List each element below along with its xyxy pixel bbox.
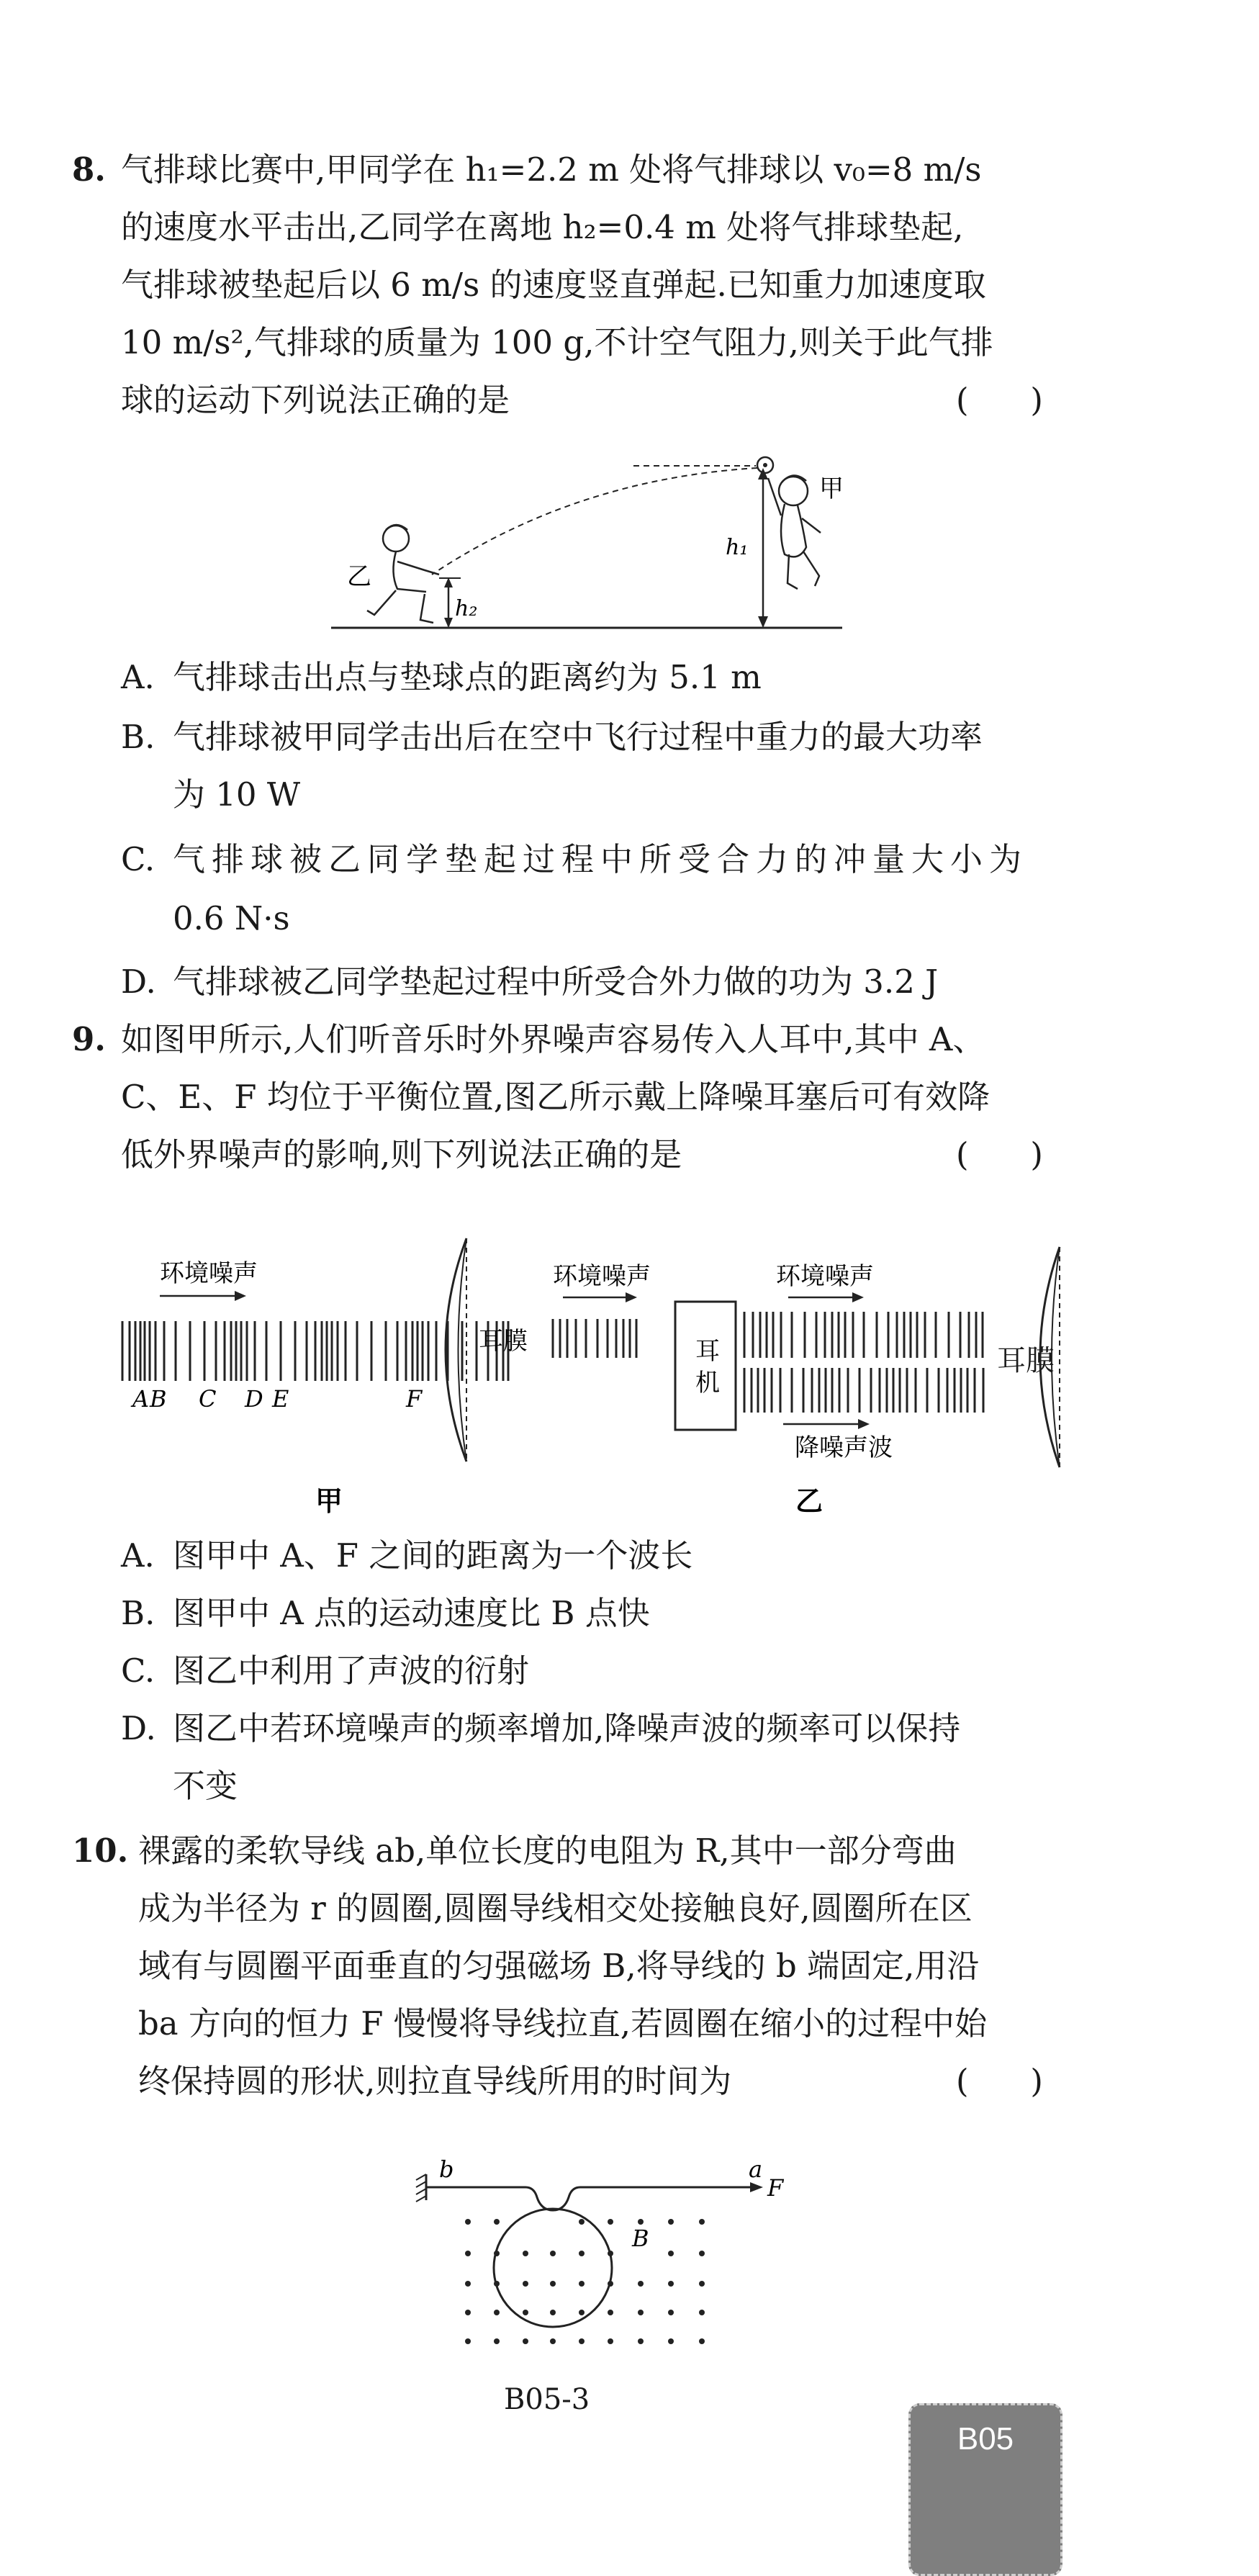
section-tab-label: B05: [957, 2421, 1014, 2456]
point-D: D: [245, 1385, 263, 1413]
h2-label: h₂: [455, 596, 478, 621]
question-8-line-1: 气排球比赛中,甲同学在 h₁=2.2 m 处将气排球以 v₀=8 m/s: [121, 150, 982, 189]
fig-b-anti-noise-label: 降噪声波: [795, 1433, 893, 1462]
question-9-number: 9.: [72, 1020, 106, 1058]
point-C: C: [199, 1385, 217, 1413]
person-a-label: 甲: [819, 474, 844, 503]
fig-a-eardrum-label: 耳膜: [479, 1327, 528, 1356]
question-8-option-c-letter: C.: [121, 840, 155, 878]
question-9-figure: [115, 1195, 1080, 1534]
question-10-line-4: ba 方向的恒力 F 慢慢将导线拉直,若圆圈在缩小的过程中始: [138, 2004, 988, 2043]
question-8-option-a-letter: A.: [121, 658, 155, 696]
question-9-line-2: C、E、F 均位于平衡位置,图乙所示戴上降噪耳塞后可有效降: [121, 1078, 990, 1116]
question-9-option-d-text-1: 图乙中若环境噪声的频率增加,降噪声波的频率可以保持: [173, 1709, 961, 1747]
person-b-label: 乙: [347, 562, 371, 591]
h1-label: h₁: [726, 535, 749, 560]
point-F: F: [406, 1385, 423, 1413]
earphone-label-2: 机: [695, 1369, 720, 1397]
question-8-line-5: 球的运动下列说法正确的是: [121, 381, 510, 419]
question-8-line-3: 气排球被垫起后以 6 m/s 的速度竖直弹起.已知重力加速度取: [121, 266, 986, 304]
question-9-option-c-text: 图乙中利用了声波的衍射: [173, 1652, 530, 1690]
page-number: B05-3: [504, 2383, 590, 2416]
section-tab: [908, 2403, 1062, 2576]
question-10-answer-blank: ( ): [956, 2062, 1043, 2100]
fig-b-caption: 乙: [795, 1485, 823, 1517]
question-10-line-5: 终保持圆的形状,则拉直导线所用的时间为: [138, 2062, 732, 2100]
question-9-option-d-text-2: 不变: [173, 1767, 238, 1805]
point-B: B: [150, 1385, 167, 1413]
question-8-option-b-text-2: 为 10 W: [173, 775, 301, 814]
fig-a-wave-lines: [122, 1321, 508, 1381]
force-F-label: F: [767, 2174, 784, 2202]
question-10-figure: [410, 2153, 813, 2369]
question-9-option-c-letter: C.: [121, 1652, 155, 1690]
question-8-option-a-text: 气排球击出点与垫球点的距离约为 5.1 m: [173, 658, 762, 696]
question-9-option-a-letter: A.: [121, 1536, 155, 1575]
question-9-option-a-text: 图甲中 A、F 之间的距离为一个波长: [173, 1536, 693, 1575]
fig-b-wave-bottom: [744, 1368, 983, 1413]
question-8-figure: [317, 446, 864, 641]
field-B-label: B: [632, 2225, 649, 2252]
question-8-option-d-letter: D.: [121, 963, 156, 1001]
person-b-figure: [367, 525, 439, 623]
question-8-number: 8.: [72, 150, 106, 189]
question-9-line-3: 低外界噪声的影响,则下列说法正确的是: [121, 1135, 682, 1174]
question-8-option-b-text-1: 气排球被甲同学击出后在空中飞行过程中重力的最大功率: [173, 718, 983, 756]
point-E: E: [272, 1385, 289, 1413]
fig-b-noise-label-1: 环境噪声: [553, 1262, 651, 1291]
question-8-line-2: 的速度水平击出,乙同学在离地 h₂=0.4 m 处将气排球垫起,: [121, 208, 964, 246]
fig-a-caption: 甲: [315, 1485, 343, 1517]
question-8-option-c-text-1: 气排球被乙同学垫起过程中所受合力的冲量大小为: [173, 840, 1029, 878]
question-10-line-3: 域有与圆圈平面垂直的匀强磁场 B,将导线的 b 端固定,用沿: [138, 1947, 980, 1985]
question-8-option-c-text-2: 0.6 N·s: [173, 899, 290, 937]
person-a-figure: [768, 475, 821, 589]
earphone-label-1: 耳: [695, 1337, 720, 1366]
question-9-option-d-letter: D.: [121, 1709, 156, 1747]
point-A: A: [132, 1385, 150, 1413]
question-8-option-d-text: 气排球被乙同学垫起过程中所受合外力做的功为 3.2 J: [173, 963, 939, 1001]
fig-b-wave-top: [744, 1312, 983, 1358]
question-8-line-4: 10 m/s²,气排球的质量为 100 g,不计空气阻力,则关于此气排: [121, 323, 993, 361]
fig-b-noise-label-2: 环境噪声: [776, 1262, 874, 1291]
fig-b-wave-left: [553, 1319, 636, 1358]
end-a-label: a: [749, 2156, 763, 2183]
question-8-answer-blank: ( ): [956, 381, 1043, 419]
question-9-option-b-text: 图甲中 A 点的运动速度比 B 点快: [173, 1594, 650, 1632]
question-10-line-1: 裸露的柔软导线 ab,单位长度的电阻为 R,其中一部分弯曲: [138, 1832, 957, 1870]
question-9-option-b-letter: B.: [121, 1594, 155, 1632]
earphone-box: [675, 1302, 736, 1430]
question-9-answer-blank: ( ): [956, 1135, 1043, 1174]
question-8-option-b-letter: B.: [121, 718, 155, 756]
question-10-line-2: 成为半径为 r 的圆圈,圆圈导线相交处接触良好,圆圈所在区: [138, 1889, 973, 1927]
question-9-line-1: 如图甲所示,人们听音乐时外界噪声容易传入人耳中,其中 A、: [121, 1020, 985, 1058]
fig-b-eardrum-side-label: 耳膜: [997, 1344, 1055, 1377]
fig-a-noise-label: 环境噪声: [160, 1259, 258, 1288]
question-10-number: 10.: [72, 1832, 129, 1870]
end-b-label: b: [439, 2156, 454, 2183]
